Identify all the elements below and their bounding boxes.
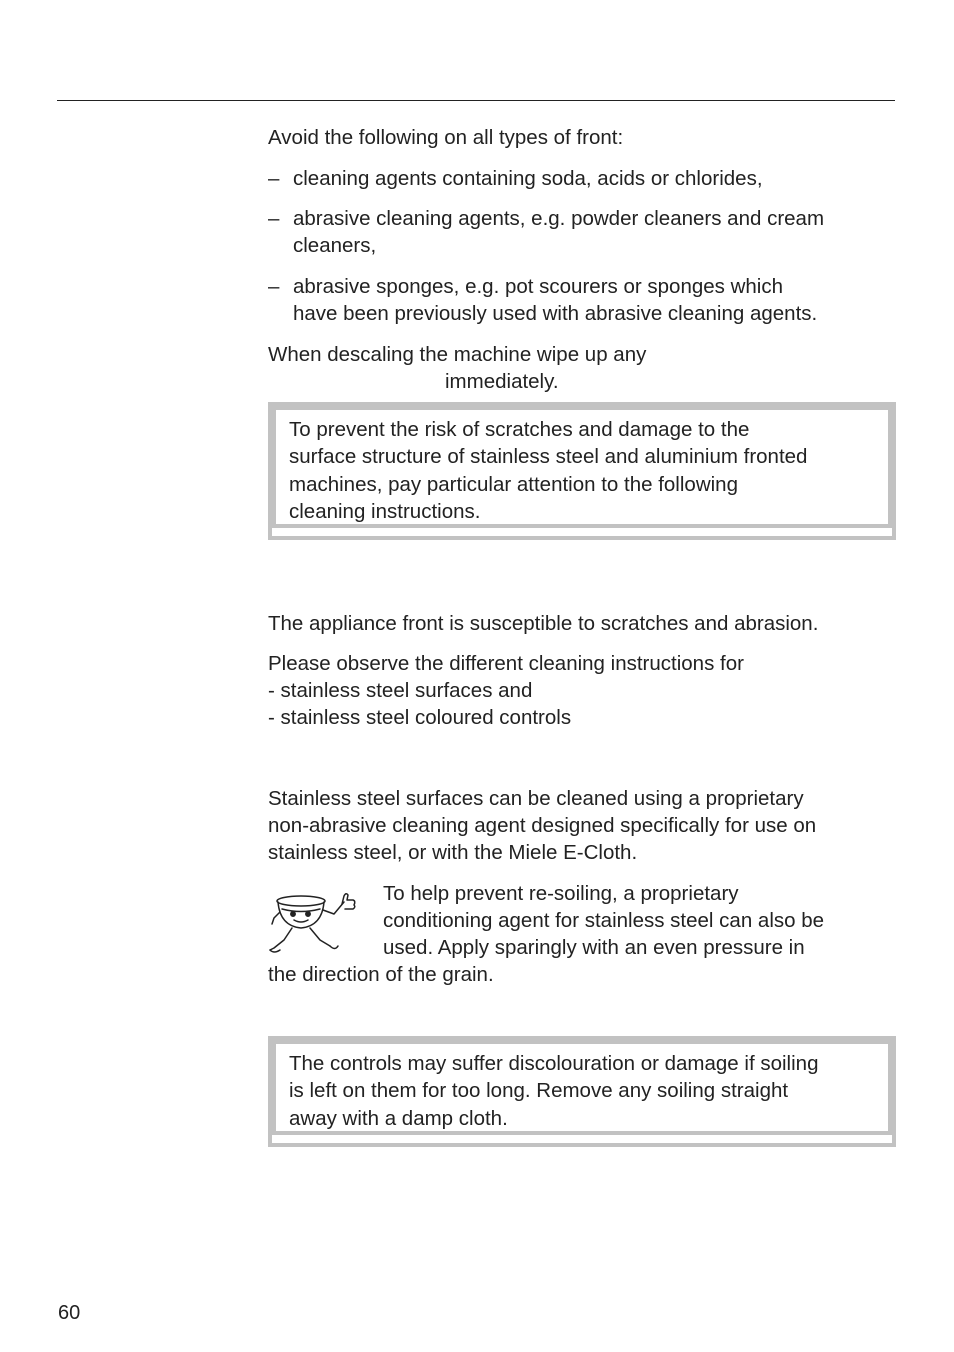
tip-text-line: To help prevent re-soiling, a proprietary — [383, 882, 739, 905]
warning-box — [268, 1036, 896, 1147]
stainless-text-line: stainless steel, or with the Miele E-Cloth. — [268, 841, 638, 864]
list-item-line: have been previously used with abrasive cleaning agents. — [293, 302, 818, 325]
observe-text-line: - stainless steel surfaces and — [268, 679, 533, 702]
list-item-line: cleaning agents containing soda, acids or chlorides, — [293, 167, 763, 190]
intro-text: Avoid the following on all types of front: — [268, 126, 624, 149]
list-item-line: abrasive cleaning agents, e.g. powder cleaners and cream — [293, 207, 825, 230]
warning-line: away with a damp cloth. — [289, 1106, 508, 1130]
list-item-line: abrasive sponges, e.g. pot scourers or sponges which — [293, 275, 783, 298]
header-rule — [57, 100, 895, 101]
descaling-text-line: immediately. — [445, 370, 559, 393]
warning-box — [268, 402, 896, 540]
thumbs-up-mascot-icon — [268, 886, 366, 956]
observe-text-line: - stainless steel coloured controls — [268, 706, 572, 729]
descaling-text-line: When descaling the machine wipe up any — [268, 343, 647, 366]
tip-text-line: used. Apply sparingly with an even pressure in — [383, 936, 805, 959]
stainless-text-line: non-abrasive cleaning agent designed specifically for use on — [268, 814, 817, 837]
list-dash: – — [268, 207, 280, 230]
warning-line: machines, pay particular attention to the following — [289, 472, 738, 496]
observe-text-line: Please observe the different cleaning instructions for — [268, 652, 744, 675]
susceptible-text: The appliance front is susceptible to scratches and abrasion. — [268, 612, 819, 635]
tip-text-line: the direction of the grain. — [268, 963, 494, 986]
list-item-line: cleaners, — [293, 234, 377, 257]
list-dash: – — [268, 275, 280, 298]
stainless-text-line: Stainless steel surfaces can be cleaned using a proprietary — [268, 787, 804, 810]
page-number: 60 — [58, 1302, 81, 1324]
warning-line: is left on them for too long. Remove any soiling straight — [289, 1079, 789, 1103]
warning-line: To prevent the risk of scratches and damage to the — [289, 418, 750, 441]
warning-line: cleaning instructions. — [289, 499, 481, 523]
list-dash: – — [268, 167, 280, 190]
tip-text-line: conditioning agent for stainless steel can also be — [383, 909, 825, 932]
warning-line: The controls may suffer discolouration or damage if soiling — [289, 1052, 819, 1075]
warning-line: surface structure of stainless steel and aluminium fronted — [289, 445, 808, 469]
